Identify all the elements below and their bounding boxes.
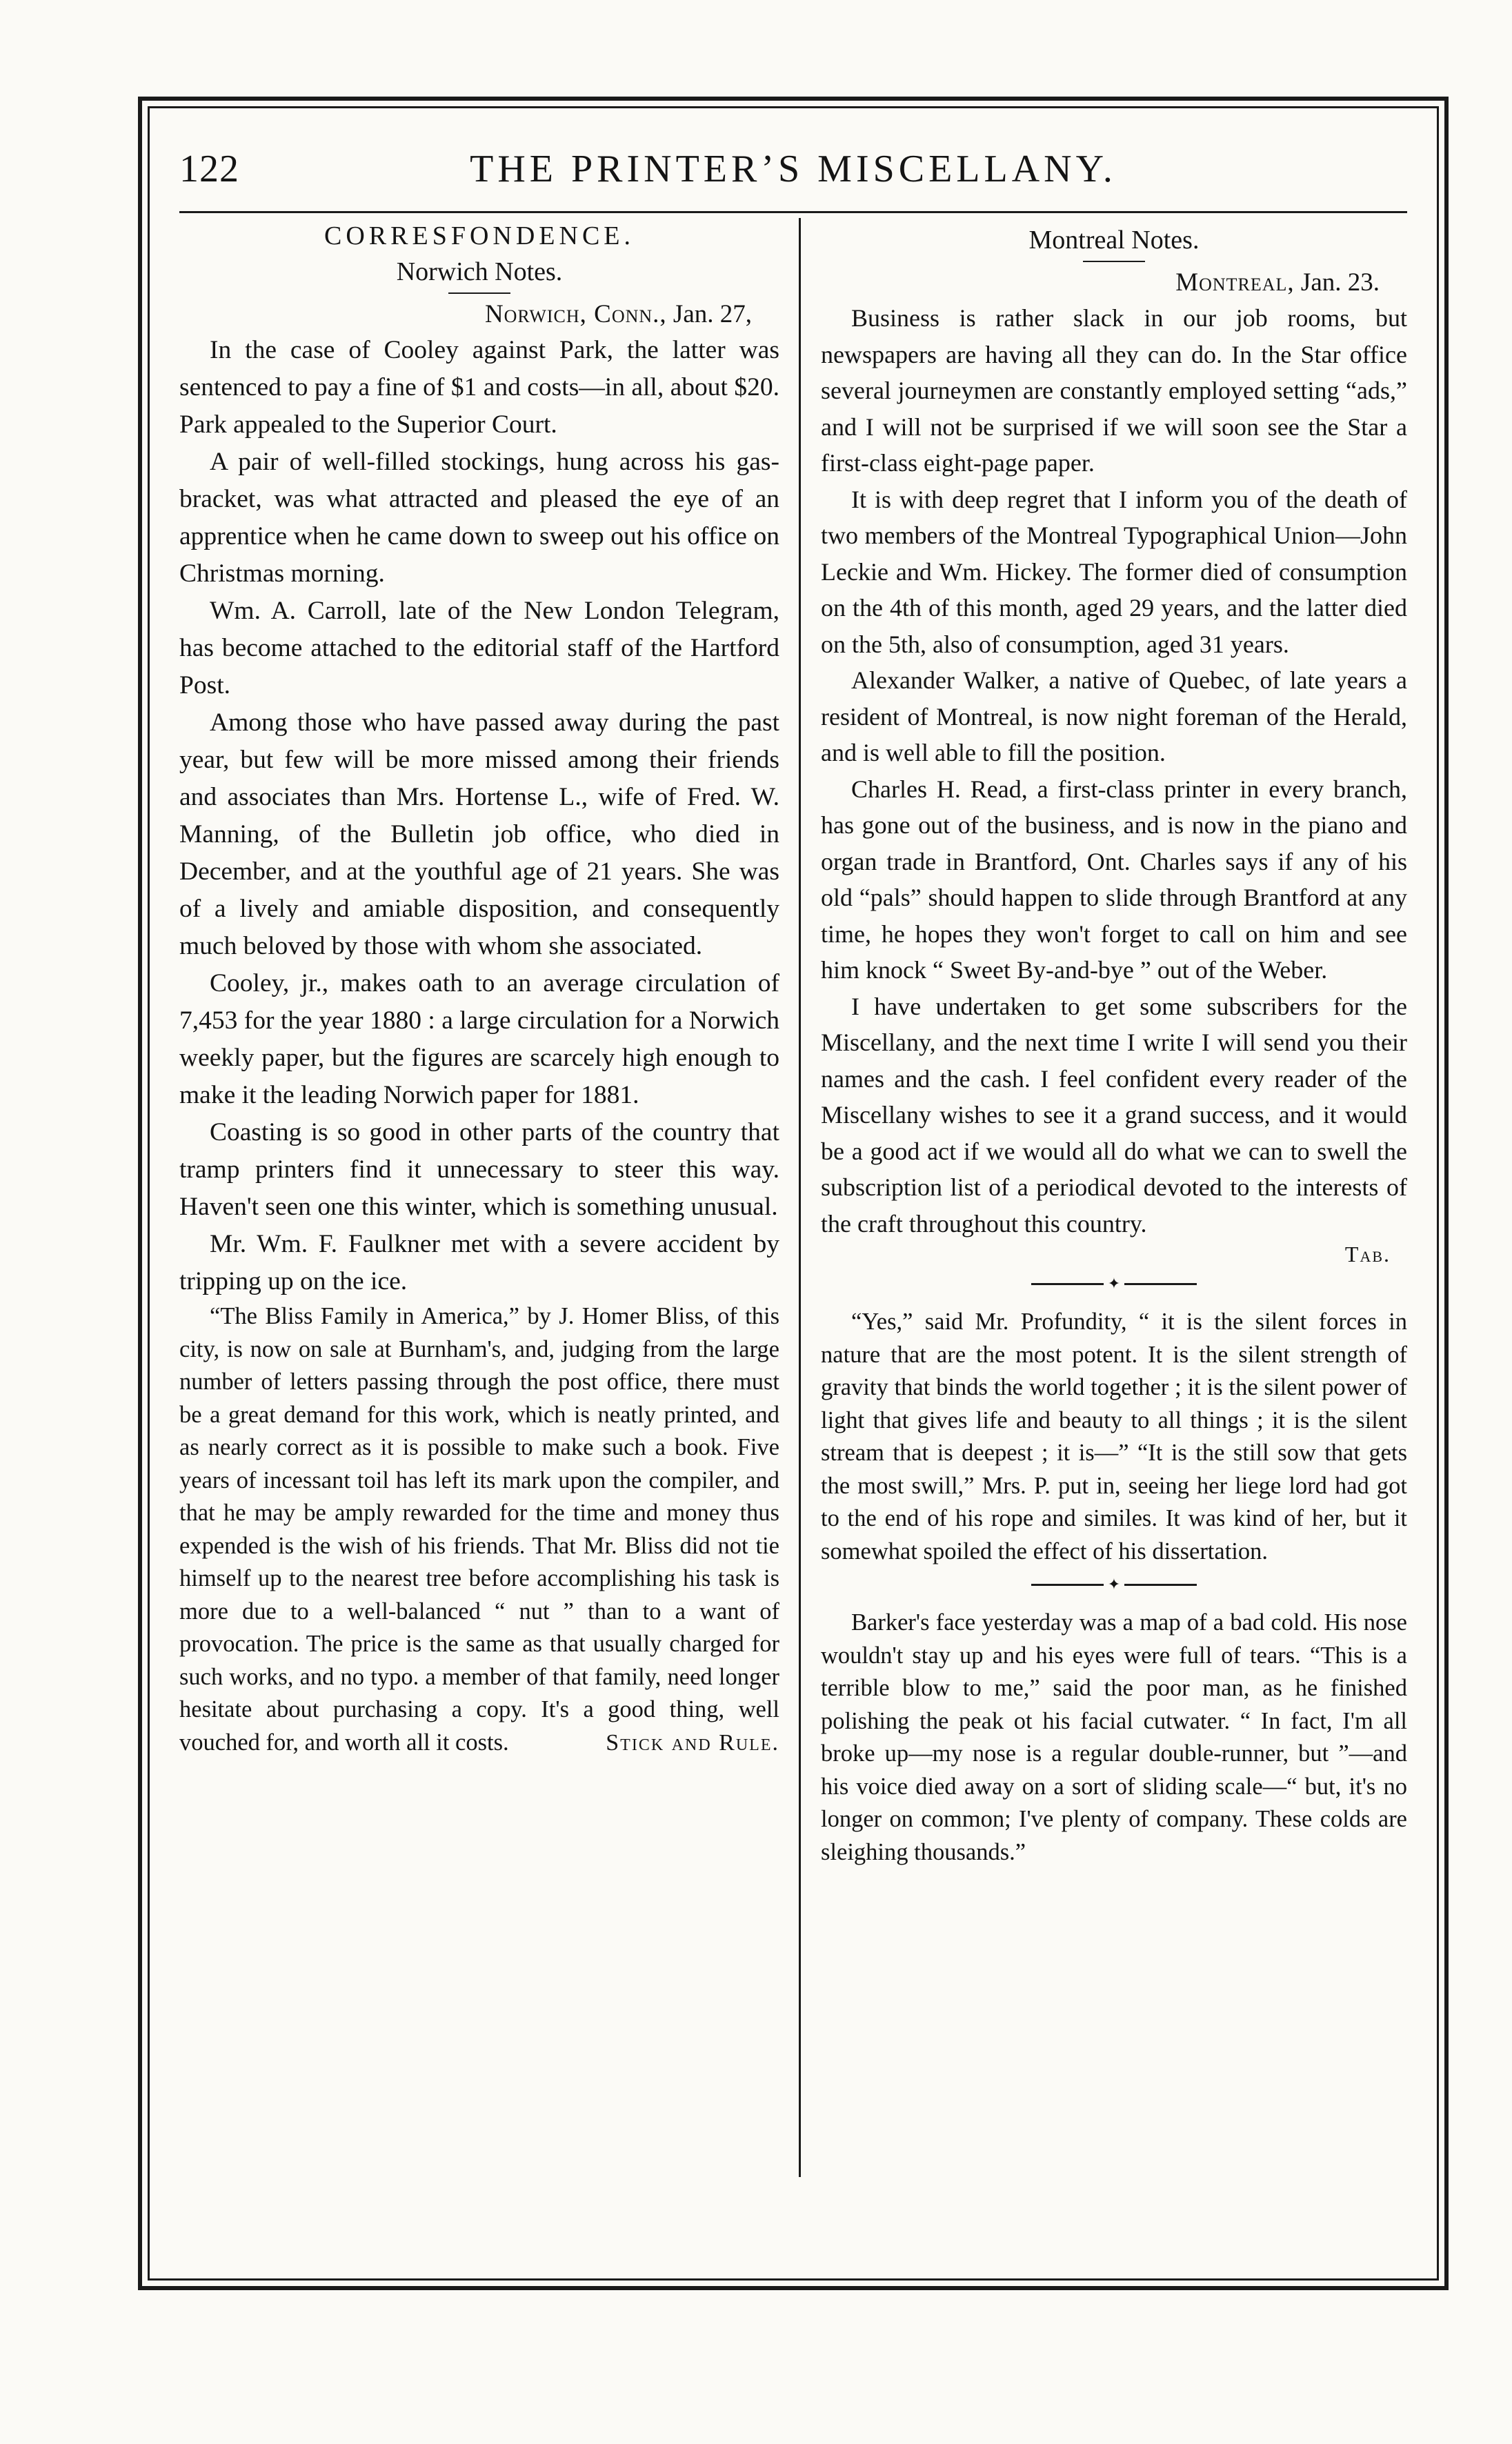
dateline: [821, 268, 1407, 297]
section-title: CORRESFONDENCE.: [324, 221, 635, 250]
paragraph: It is with deep regret that I inform you of the death of two members of the Montreal Typographical Union—John Leckie and Wm. Hickey. The former died of consumption on the 4th of this month, aged 29 years, and the latter died on the 5th, also of consumption, aged 31 years.: [821, 485, 1407, 658]
ornament-icon: ✦: [1107, 1275, 1121, 1292]
ornament-icon: ✦: [1107, 1576, 1121, 1593]
ornamental-rule: [1031, 1277, 1197, 1291]
paragraph: Barker's face yesterday was a map of a bad cold. His nose wouldn't stay up and his eyes were full of tears. “This is a terrible blow to me,” said the poor man, as he finished polishing the peak ot his facial cutwater. “ In fact, I'm all broke up—my nose is a regular double-runner, but ”—and his voice died away on a sort of sliding scale—“ but, it's no longer on common; I've plenty of company. These colds are sleighing thousands.”: [821, 1609, 1407, 1865]
signature: Stick and Rule.: [606, 1729, 779, 1756]
paragraph: Charles H. Read, a first-class printer in every branch, has gone out of the business, and is now in the piano and organ trade in Brantford, Ont. Charles says if any of his old “pals” should happen to slide through Brantford at any time, he hopes they won't forget to call on him and see him knock “ Sweet By-and-bye ” out of the Weber.: [821, 775, 1407, 984]
short-rule: [1083, 261, 1145, 262]
left-column: [179, 221, 779, 2180]
paragraph-text: “The Bliss Family in America,” by J. Homer Bliss, of this city, is now on sale at Burnham's, and, judging from the large number of letters passing through the post office, there must be a great demand for this work, which is neatly printed, and as nearly correct as it is possible to make such a book. Five years of incessant toil has left its mark upon the compiler, and that he may be amply rewarded for the time and money thus expended is the wish of his friends. That Mr. Bliss did not tie himself up to the nearest tree before accomplishing his task is more due to a well-balanced “ nut ” than to a want of provocation. The price is the same as that usually charged for such works, and no typo. a member of that family, need longer hesitate about purchasing a copy. It's a good thing, well vouched for, and worth all it costs.: [179, 1303, 779, 1756]
article-subhead: Montreal Notes.: [1028, 226, 1200, 255]
paragraph: [179, 1300, 779, 1759]
paragraph: Coasting is so good in other parts of the country that tramp printers find it unnecessary to steer this way. Haven't seen one this winter, which is something unusual.: [179, 1118, 779, 1221]
paragraph: Cooley, jr., makes oath to an average circulation of 7,453 for the year 1880 : a large circulation for a Norwich weekly paper, but the figures are scarcely high enough to make it the leading Norwich paper for 1881.: [179, 969, 779, 1109]
column-rule: [799, 218, 801, 2177]
paragraph: I have undertaken to get some subscribers for the Miscellany, and the next time I write I will send you their names and the cash. I feel confident every reader of the Miscellany wishes to see it a grand success, and it would be a good act if we would all do what we can to swell the subscription list of a periodical devoted to the interests of the craft throughout this country.: [821, 992, 1407, 1238]
signature: Tab.: [1344, 1242, 1391, 1266]
right-column: [821, 221, 1407, 2180]
paragraph: In the case of Cooley against Park, the latter was sentenced to pay a fine of $1 and costs—in all, about $20. Park appealed to the Superior Court.: [179, 336, 779, 439]
printed-page: [138, 97, 1449, 2290]
dateline-date: Jan. 23.: [1294, 268, 1380, 297]
ornamental-rule: [1031, 1578, 1197, 1591]
paragraph: “Yes,” said Mr. Profundity, “ it is the silent forces in nature that are the most potent. It is the silent strength of gravity that binds the world together ; it is the silent power of light that gives life and beauty to all things ; it is the silent stream that is deepest ; it is—” “It is the still sow that gets the most swill,” Mrs. P. put in, seeing her liege lord had got to the end of his rope and similes. It was kind of her, but it somewhat spoiled the effect of his dissertation.: [821, 1309, 1407, 1564]
article-subhead: Norwich Notes.: [396, 257, 563, 286]
paragraph: Alexander Walker, a native of Quebec, of late years a resident of Montreal, is now night foreman of the Herald, and is well able to fill the position.: [821, 666, 1407, 766]
dateline-place: Norwich, Conn.,: [484, 300, 667, 328]
page-number: 122: [179, 148, 239, 190]
header-rule: [179, 211, 1407, 213]
running-header: [179, 138, 1407, 200]
dateline: [179, 299, 779, 329]
short-rule: [448, 292, 510, 294]
paragraph: Among those who have passed away during the past year, but few will be more missed among their friends and associates than Mrs. Hortense L., wife of Fred. W. Manning, of the Bulletin job office, who died in December, and at the youthful age of 21 years. She was of a lively and amiable disposition, and consequently much beloved by those with whom she associated.: [179, 708, 779, 960]
paragraph: Business is rather slack in our job rooms, but newspapers are having all they can do. In the Star office several journeymen are constantly employed setting “ads,” and I will not be surprised if we will soon see the Star a first-class eight-page paper.: [821, 304, 1407, 477]
dateline-place: Montreal,: [1175, 268, 1295, 297]
dateline-date: Jan. 27,: [666, 300, 752, 328]
paragraph: Wm. A. Carroll, late of the New London Telegram, has become attached to the editorial staff of the Hartford Post.: [179, 597, 779, 699]
paragraph: A pair of well-filled stockings, hung across his gas-bracket, was what attracted and pleased the eye of an apprentice when he came down to sweep out his office on Christmas morning.: [179, 448, 779, 588]
paragraph: Mr. Wm. F. Faulkner met with a severe accident by tripping up on the ice.: [179, 1230, 779, 1295]
running-title: THE PRINTER’S MISCELLANY.: [470, 148, 1117, 190]
